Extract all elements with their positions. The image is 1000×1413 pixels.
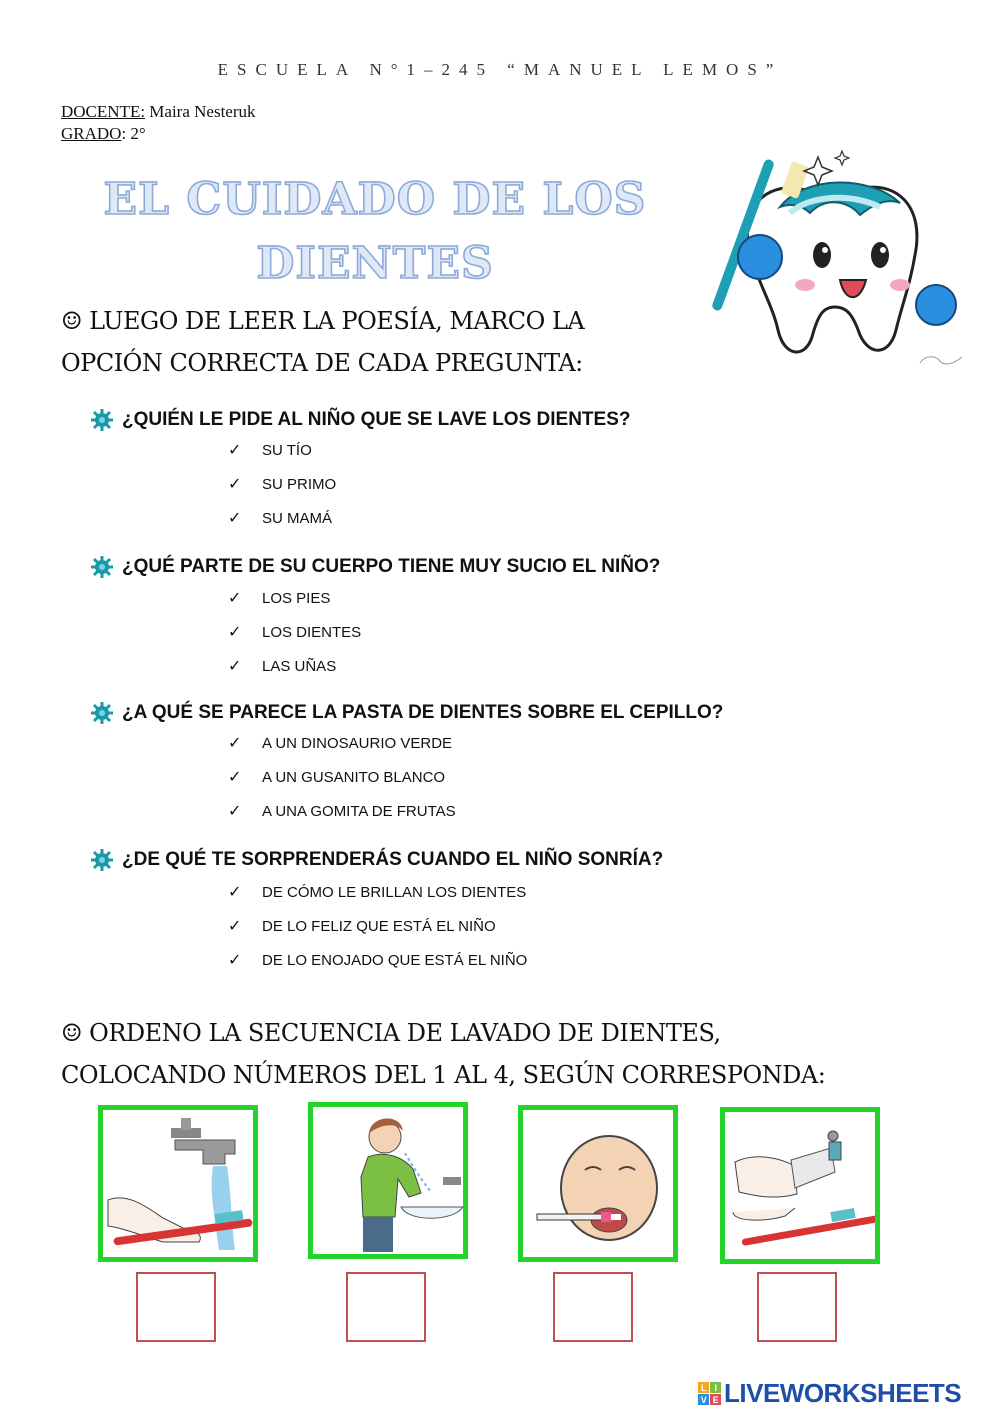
option-item[interactable] — [228, 501, 336, 535]
sequence-card-3 — [518, 1105, 678, 1262]
sequence-card-4 — [720, 1107, 880, 1264]
option-item[interactable] — [228, 726, 456, 760]
answer-box-4[interactable] — [757, 1272, 837, 1342]
option-item[interactable] — [228, 760, 456, 794]
check-icon: ✓ — [228, 510, 242, 527]
grade-value: : 2° — [121, 124, 146, 143]
instruction-choose-line-2: OPCIÓN CORRECTA DE CADA PREGUNTA: — [61, 349, 583, 377]
grade-line — [61, 123, 256, 145]
liveworksheets-watermark — [698, 1378, 961, 1409]
option-item[interactable] — [228, 794, 456, 828]
option-label: SU MAMÁ — [262, 509, 333, 527]
check-icon: ✓ — [228, 735, 242, 752]
tooth-mascot-icon — [710, 145, 980, 375]
check-icon: ✓ — [228, 769, 242, 786]
title-line-2: DIENTES — [256, 238, 494, 289]
teacher-label: DOCENTE: — [61, 102, 146, 121]
option-label: SU TÍO — [262, 441, 312, 459]
logo-letter: V — [698, 1394, 709, 1405]
option-label: DE LO FELIZ QUE ESTÁ EL NIÑO — [262, 917, 496, 935]
check-icon: ✓ — [228, 918, 242, 935]
option-item[interactable] — [228, 467, 336, 501]
question-3 — [90, 701, 723, 725]
check-icon: ✓ — [228, 624, 242, 641]
option-label: A UN DINOSAURIO VERDE — [262, 734, 453, 752]
school-name: ESCUELA N°1–245 “MANUEL LEMOS” — [217, 60, 783, 79]
check-icon: ✓ — [228, 884, 242, 901]
gear-bullet-icon — [90, 848, 114, 872]
question-4-text: ¿DE QUÉ TE SORPRENDERÁS CUANDO EL NIÑO SONRÍA? — [122, 849, 664, 870]
question-2-options — [228, 581, 361, 683]
check-icon: ✓ — [228, 658, 242, 675]
title-line-1: EL CUIDADO DE LOS — [103, 174, 647, 225]
liveworksheets-text: LIVEWORKSHEETS — [724, 1378, 962, 1408]
option-label: LOS PIES — [262, 589, 331, 607]
check-icon: ✓ — [228, 590, 242, 607]
option-item[interactable] — [228, 615, 361, 649]
teacher-line — [61, 101, 256, 123]
option-item[interactable] — [228, 943, 527, 977]
option-label: LAS UÑAS — [262, 657, 337, 675]
check-icon: ✓ — [228, 476, 242, 493]
check-icon: ✓ — [228, 803, 242, 820]
toothpaste-on-brush-icon — [725, 1112, 875, 1259]
option-item[interactable] — [228, 649, 361, 683]
instruction-order-line-1: ORDENO LA SECUENCIA DE LAVADO DE DIENTES, — [89, 1019, 721, 1047]
option-label: A UN GUSANITO BLANCO — [262, 768, 446, 786]
instruction-choose — [61, 300, 701, 384]
logo-letter: L — [698, 1382, 709, 1393]
smiley-icon: ☺ — [61, 1019, 83, 1047]
question-4-options — [228, 875, 527, 977]
instruction-choose-line-1: LUEGO DE LEER LA POESÍA, MARCO LA — [89, 307, 585, 335]
logo-letter: E — [710, 1394, 721, 1405]
question-4 — [90, 848, 663, 872]
question-1 — [90, 408, 630, 432]
option-item[interactable] — [228, 581, 361, 615]
question-1-options — [228, 433, 336, 535]
question-3-text: ¿A QUÉ SE PARECE LA PASTA DE DIENTES SOBRE EL CEPILLO? — [122, 702, 724, 723]
check-icon: ✓ — [228, 952, 242, 969]
instruction-order-line-2: COLOCANDO NÚMEROS DEL 1 AL 4, SEGÚN CORRESPONDA: — [61, 1061, 826, 1089]
teacher-name: Maira Nesteruk — [145, 102, 256, 121]
option-label: DE CÓMO LE BRILLAN LOS DIENTES — [262, 883, 527, 901]
child-brushing-icon — [523, 1110, 673, 1257]
option-item[interactable] — [228, 909, 527, 943]
grade-label: GRADO — [61, 124, 122, 143]
question-1-text: ¿QUIÉN LE PIDE AL NIÑO QUE SE LAVE LOS DIENTES? — [122, 409, 631, 430]
answer-box-2[interactable] — [346, 1272, 426, 1342]
instruction-order — [61, 1012, 961, 1096]
option-item[interactable] — [228, 433, 336, 467]
option-label: SU PRIMO — [262, 475, 337, 493]
logo-letter: I — [710, 1382, 721, 1393]
option-label: DE LO ENOJADO QUE ESTÁ EL NIÑO — [262, 951, 528, 969]
question-3-options — [228, 726, 456, 828]
smiley-icon: ☺ — [61, 307, 83, 335]
gear-bullet-icon — [90, 408, 114, 432]
sequence-card-1 — [98, 1105, 258, 1262]
gear-bullet-icon — [90, 555, 114, 579]
question-2-text: ¿QUÉ PARTE DE SU CUERPO TIENE MUY SUCIO EL NIÑO? — [122, 556, 661, 577]
answer-box-1[interactable] — [136, 1272, 216, 1342]
worksheet-title — [70, 168, 680, 296]
question-2 — [90, 555, 660, 579]
check-icon: ✓ — [228, 442, 242, 459]
option-label: LOS DIENTES — [262, 623, 362, 641]
option-item[interactable] — [228, 875, 527, 909]
faucet-toothbrush-icon — [103, 1110, 253, 1257]
gear-bullet-icon — [90, 701, 114, 725]
teacher-grade-block — [61, 101, 256, 145]
liveworksheets-logo-icon — [698, 1382, 721, 1405]
answer-box-3[interactable] — [553, 1272, 633, 1342]
option-label: A UNA GOMITA DE FRUTAS — [262, 802, 456, 820]
sequence-card-2 — [308, 1102, 468, 1259]
girl-rinsing-icon — [313, 1107, 468, 1257]
